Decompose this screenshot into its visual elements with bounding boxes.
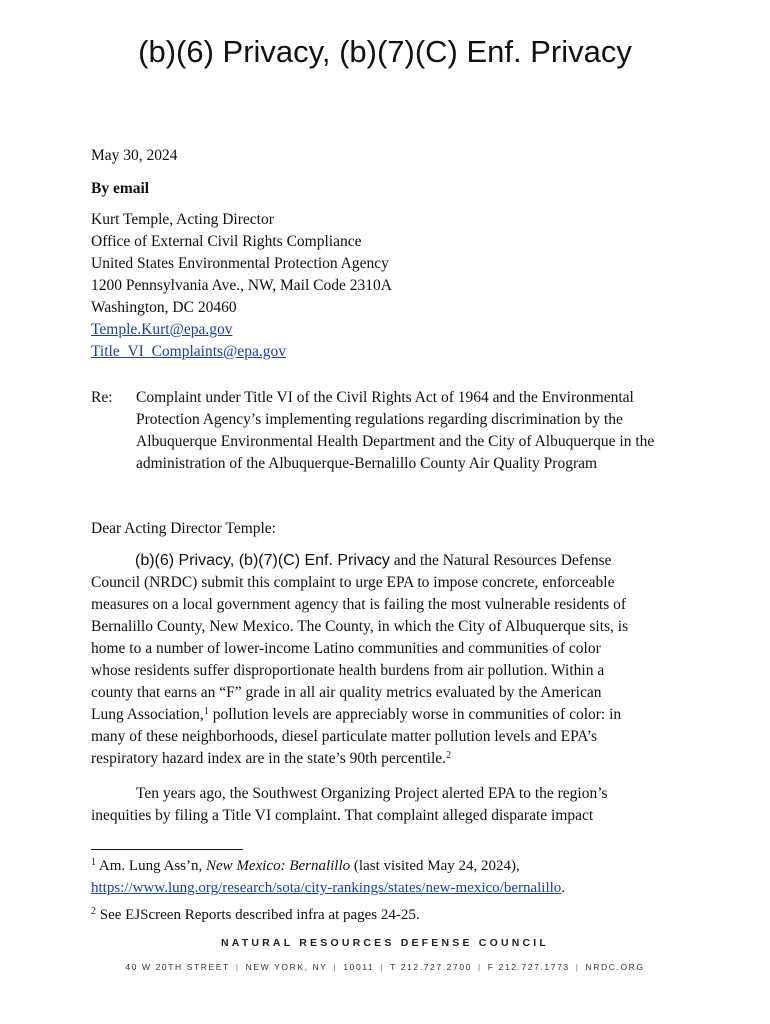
letter-date: May 30, 2024 (91, 147, 178, 164)
recipient-agency: United States Environmental Protection Agency (91, 255, 389, 272)
para1-line2: Council (NRDC) submit this complaint to urge EPA to impose concrete, enforceable (91, 574, 615, 591)
para1-line4: Bernalillo County, New Mexico. The County, in which the City of Albuquerque sits, is (91, 618, 629, 635)
recipient-name: Kurt Temple, Acting Director (91, 211, 274, 228)
email-link-title-vi[interactable]: Title_VI_Complaints@epa.gov (91, 343, 286, 360)
footnote-1-text: Am. Lung Ass’n, (96, 858, 207, 874)
letterhead-address (0, 962, 770, 972)
letterhead-street: 40 W 20TH STREET (125, 962, 230, 972)
para2-line1: Ten years ago, the Southwest Organizing Project alerted EPA to the region’s (136, 785, 608, 802)
footnote-1-title: New Mexico: Bernalillo (206, 858, 351, 874)
letterhead-org-name: NATURAL RESOURCES DEFENSE COUNCIL (220, 937, 550, 949)
separator: | (333, 962, 338, 972)
para1-line6: whose residents suffer disproportionate health burdens from air pollution. Within a (91, 662, 605, 679)
footnote-1-mark: 1 (91, 857, 96, 868)
para1-line10: respiratory hazard index are in the state’s 90th percentile. (91, 750, 447, 767)
para1-line8-a: Lung Association, (91, 706, 204, 723)
para1-line1: and the Natural Resources Defense (389, 552, 612, 569)
separator: | (575, 962, 580, 972)
letterhead-web[interactable]: NRDC.ORG (585, 962, 645, 972)
email-link-temple[interactable]: Temple.Kurt@epa.gov (91, 321, 233, 338)
footnote-1-period: . (561, 880, 566, 896)
para2-line2: inequities by filing a Title VI complaint. That complaint alleged disparate impact (91, 807, 594, 824)
redaction-header: (b)(6) Privacy, (b)(7)(C) Enf. Privacy (138, 34, 632, 69)
separator: | (380, 962, 385, 972)
paragraph-2 (91, 783, 671, 827)
footnote-1-url[interactable]: https://www.lung.org/research/sota/city-rankings/states/new-mexico/bernalillo (91, 880, 562, 896)
separator: | (235, 962, 240, 972)
para1-line5: home to a number of lower-income Latino communities and communities of color (91, 640, 601, 657)
recipient-street: 1200 Pennsylvania Ave., NW, Mail Code 2310A (91, 277, 392, 294)
recipient-office: Office of External Civil Rights Compliance (91, 233, 362, 250)
footnote-ref-2[interactable]: 2 (446, 750, 452, 761)
recipient-address (91, 209, 392, 363)
para1-line7: county that earns an “F” grade in all air quality metrics evaluated by the American (91, 684, 602, 701)
salutation: Dear Acting Director Temple: (91, 520, 276, 537)
para1-line3: measures on a local government agency that is failing the most vulnerable residents of (91, 596, 627, 613)
footnote-2-mark: 2 (91, 906, 96, 917)
re-label: Re: (91, 389, 113, 406)
footnote-divider (91, 849, 243, 850)
footnotes (91, 855, 565, 926)
recipient-city: Washington, DC 20460 (91, 299, 237, 316)
redaction-inline: (b)(6) Privacy, (b)(7)(C) Enf. Privacy (135, 552, 390, 569)
paragraph-1 (91, 550, 671, 770)
re-subject: Complaint under Title VI of the Civil Rights Act of 1964 and the Environmental Protection Agency’s implementing regulations regarding discrimination by the Albuquerque Environmental Health Department and the City of Albuquerque in the administration of the Albuquerque-Bernalillo County Air Quality Program (136, 389, 655, 472)
para1-line9: many of these neighborhoods, diesel particulate matter pollution levels and EPA’s (91, 728, 598, 745)
footnote-ref-1[interactable]: 1 (203, 706, 209, 717)
letterhead-fax: F 212.727.1773 (487, 962, 570, 972)
separator: | (477, 962, 482, 972)
letterhead-phone: T 212.727.2700 (390, 962, 472, 972)
delivery-method: By email (91, 180, 150, 197)
letterhead-city: NEW YORK, NY (245, 962, 328, 972)
para1-line8-b: pollution levels are appreciably worse in communities of color: in (208, 706, 622, 723)
footnote-2-text: See EJScreen Reports described infra at pages 24-25. (96, 907, 420, 923)
letterhead-zip: 10011 (343, 962, 375, 972)
footnote-1-date: (last visited May 24, 2024), (350, 858, 520, 874)
